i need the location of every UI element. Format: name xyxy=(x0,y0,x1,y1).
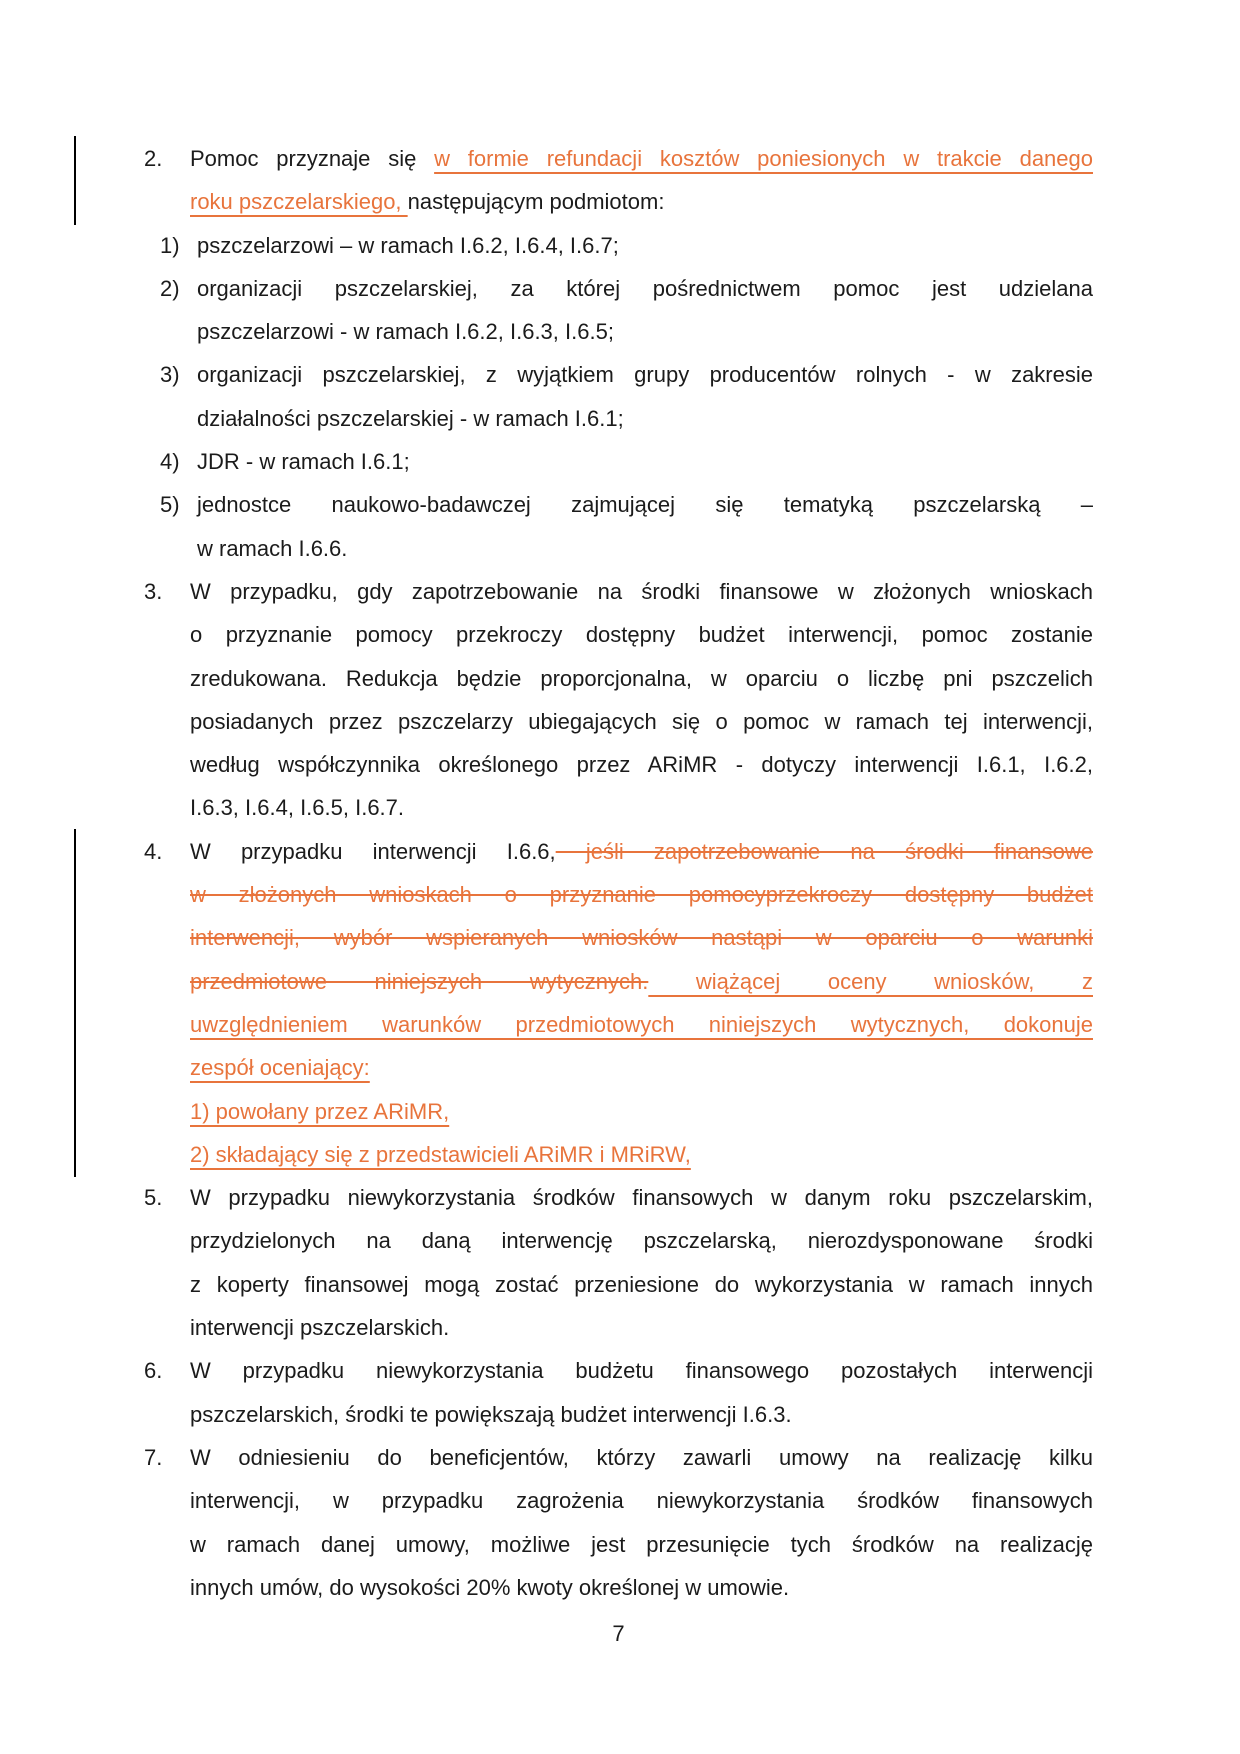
document-content xyxy=(144,137,1093,1609)
list-item-marker: 4) xyxy=(160,449,180,475)
list-item-marker: 7. xyxy=(144,1444,163,1470)
text-line xyxy=(190,1263,1093,1306)
text-line-changed xyxy=(190,873,1093,916)
text-run: JDR - w ramach I.6.1; xyxy=(197,449,410,475)
text-run: I.6.3, I.6.4, I.6.5, I.6.7. xyxy=(190,795,405,821)
deleted-text: jeśli zapotrzebowanie na środki finansowe xyxy=(555,838,1093,864)
text-line xyxy=(190,1393,1093,1436)
text-line xyxy=(190,657,1093,700)
text-run: w ramach danej umowy, możliwe jest przesunięcie tych środków na realizację xyxy=(190,1531,1093,1557)
list-item-5 xyxy=(144,1176,1093,1349)
text-run: pszczelarzowi – w ramach I.6.2, I.6.4, I.6.7; xyxy=(197,232,619,258)
list-item-marker: 3. xyxy=(144,578,163,604)
text-line xyxy=(197,267,1093,310)
text-line-changed xyxy=(190,1090,1093,1133)
text-line xyxy=(190,1176,1093,1219)
list-item-marker: 3) xyxy=(160,362,180,388)
text-run: interwencji pszczelarskich. xyxy=(190,1315,450,1341)
text-line-changed xyxy=(190,916,1093,959)
text-line xyxy=(197,224,1093,267)
text-run: z koperty finansowej mogą zostać przeniesione do wykorzystania w ramach innych xyxy=(190,1271,1093,1297)
text-run: W przypadku, gdy zapotrzebowanie na środki finansowe w złożonych wnioskach xyxy=(190,578,1093,604)
text-line-changed xyxy=(190,1133,1093,1176)
deleted-text: interwencji, wybór wspieranych wniosków nastąpi w oparciu o warunki xyxy=(190,925,1093,951)
inserted-text: 2) składający się z przedstawicieli ARiMR i MRiRW, xyxy=(190,1141,691,1167)
text-run: według współczynnika określonego przez ARiMR - dotyczy interwencji I.6.1, I.6.2, xyxy=(190,752,1093,778)
text-line xyxy=(190,613,1093,656)
text-line xyxy=(190,786,1093,829)
text-run: zredukowana. Redukcja będzie proporcjonalna, w oparciu o liczbę pni pszczelich xyxy=(190,665,1093,691)
list-item-2 xyxy=(160,267,1093,354)
text-line xyxy=(190,743,1093,786)
text-run: organizacji pszczelarskiej, za której pośrednictwem pomoc jest udzielana xyxy=(197,275,1093,301)
text-line xyxy=(190,570,1093,613)
deleted-text: przedmiotowe niniejszych wytycznych. xyxy=(190,968,649,994)
text-line-changed xyxy=(190,830,1093,873)
text-run: W odniesieniu do beneficjentów, którzy zawarli umowy na realizację kilku xyxy=(190,1444,1093,1470)
text-line-changed xyxy=(190,960,1093,1003)
text-run: organizacji pszczelarskiej, z wyjątkiem grupy producentów rolnych - w zakresie xyxy=(197,362,1093,388)
list-item-3 xyxy=(144,570,1093,830)
text-line xyxy=(190,1436,1093,1479)
inserted-text: roku pszczelarskiego, xyxy=(190,189,408,215)
text-line xyxy=(197,353,1093,396)
list-item-marker: 5) xyxy=(160,492,180,518)
text-line-changed xyxy=(190,180,1093,223)
list-item-marker: 2) xyxy=(160,275,180,301)
text-run: jednostce naukowo-badawczej zajmującej się tematyką pszczelarską – xyxy=(197,492,1093,518)
text-line xyxy=(190,1349,1093,1392)
text-line xyxy=(197,483,1093,526)
list-item-4 xyxy=(160,440,1093,483)
list-item-marker: 1) xyxy=(160,232,180,258)
text-run: W przypadku niewykorzystania środków finansowych w danym roku pszczelarskim, xyxy=(190,1185,1093,1211)
text-line xyxy=(190,1219,1093,1262)
text-line-changed xyxy=(190,1046,1093,1089)
text-run: W przypadku interwencji I.6.6, xyxy=(190,838,556,864)
list-item-6 xyxy=(144,1349,1093,1436)
text-line xyxy=(190,1566,1093,1609)
page-number: 7 xyxy=(612,1621,625,1646)
text-run: pszczelarskich, środki te powiększają budżet interwencji I.6.3. xyxy=(190,1401,792,1427)
text-run: o przyznanie pomocy przekroczy dostępny budżet interwencji, pomoc zostanie xyxy=(190,622,1093,648)
text-run: posiadanych przez pszczelarzy ubiegających się o pomoc w ramach tej interwencji, xyxy=(190,708,1093,734)
text-run: interwencji, w przypadku zagrożenia niewykorzystania środków finansowych xyxy=(190,1488,1093,1514)
text-line xyxy=(197,440,1093,483)
text-run: następującym podmiotom: xyxy=(407,189,665,215)
list-item-1 xyxy=(160,224,1093,267)
deleted-text: w złożonych wnioskach o przyznanie pomocyprzekroczy dostępny budżet xyxy=(190,882,1093,908)
text-line xyxy=(197,527,1093,570)
text-line xyxy=(190,1479,1093,1522)
text-line xyxy=(197,310,1093,353)
text-line xyxy=(190,1306,1093,1349)
list-item-marker: 5. xyxy=(144,1185,163,1211)
list-item-3 xyxy=(160,353,1093,440)
text-run: Pomoc przyznaje się xyxy=(190,146,435,171)
list-item-2 xyxy=(144,137,1093,224)
text-line-changed xyxy=(190,1003,1093,1046)
list-item-marker: 2. xyxy=(144,146,163,171)
text-run: działalności pszczelarskiej - w ramach I.6.1; xyxy=(197,405,624,431)
list-item-marker: 6. xyxy=(144,1358,163,1384)
inserted-text: 1) powołany przez ARiMR, xyxy=(190,1098,450,1124)
text-line xyxy=(190,1523,1093,1566)
inserted-text: zespół oceniający: xyxy=(190,1055,370,1081)
inserted-text: uwzględnieniem warunków przedmiotowych niniejszych wytycznych, dokonuje xyxy=(190,1011,1093,1037)
text-run: przydzielonych na daną interwencję pszczelarską, nierozdysponowane środki xyxy=(190,1228,1093,1254)
list-item-4 xyxy=(144,830,1093,1176)
text-run: W przypadku niewykorzystania budżetu finansowego pozostałych interwencji xyxy=(190,1358,1093,1384)
text-line xyxy=(197,397,1093,440)
text-line-changed xyxy=(190,137,1093,180)
inserted-text: w formie refundacji kosztów poniesionych w trakcie danego xyxy=(434,146,1093,171)
list-item-7 xyxy=(144,1436,1093,1609)
text-line xyxy=(190,700,1093,743)
inserted-text: wiążącej oceny wniosków, z xyxy=(648,968,1093,994)
list-item-marker: 4. xyxy=(144,838,163,864)
text-run: w ramach I.6.6. xyxy=(197,535,348,561)
text-run: innych umów, do wysokości 20% kwoty określonej w umowie. xyxy=(190,1574,790,1600)
text-run: pszczelarzowi - w ramach I.6.2, I.6.3, I.6.5; xyxy=(197,319,614,345)
list-item-5 xyxy=(160,483,1093,570)
